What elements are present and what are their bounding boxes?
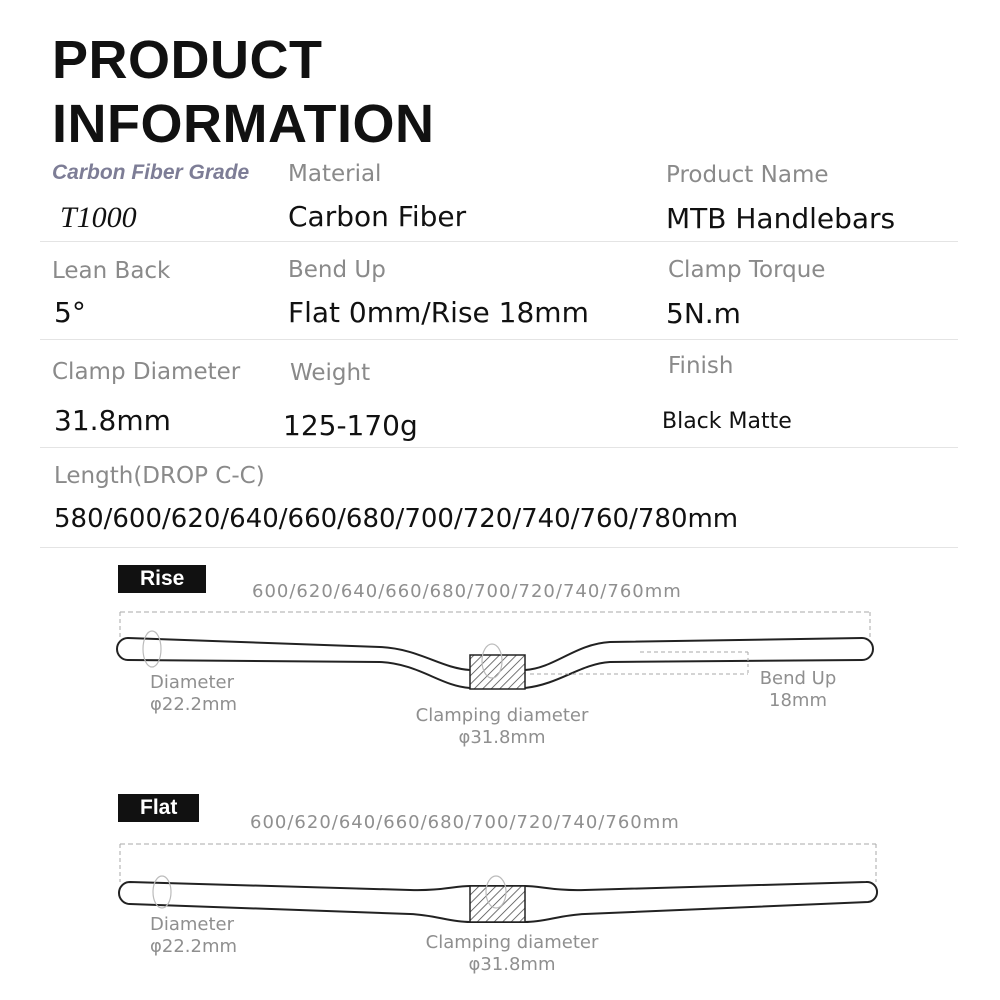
bend-up-value: Flat 0mm/Rise 18mm bbox=[288, 296, 589, 329]
rise-bend-label: Bend Up bbox=[759, 668, 837, 689]
rise-clamp-note bbox=[404, 705, 600, 749]
flat-clamp-value: φ31.8mm bbox=[468, 954, 556, 975]
weight-label: Weight bbox=[290, 360, 371, 386]
product-name-label: Product Name bbox=[666, 162, 829, 188]
rise-clamp-value: φ31.8mm bbox=[458, 727, 546, 748]
flat-diameter-note bbox=[150, 914, 237, 958]
flat-clamp-label: Clamping diameter bbox=[425, 932, 599, 953]
title-line-1: PRODUCT bbox=[52, 30, 323, 90]
rise-bend-value: 18mm bbox=[769, 690, 827, 711]
rise-bend-note bbox=[752, 668, 844, 712]
grade-label: Carbon Fiber Grade bbox=[52, 161, 250, 184]
clamp-torque-label: Clamp Torque bbox=[668, 257, 826, 283]
weight-value: 125-170g bbox=[283, 409, 418, 442]
flat-tag: Flat bbox=[118, 794, 199, 822]
product-name-value: MTB Handlebars bbox=[666, 202, 896, 235]
flat-length-range: 600/620/640/660/680/700/720/740/760mm bbox=[250, 812, 680, 833]
row-divider bbox=[40, 339, 958, 340]
material-label: Material bbox=[288, 161, 382, 187]
row-divider bbox=[40, 241, 958, 242]
clamp-torque-value: 5N.m bbox=[666, 297, 741, 330]
rise-diameter-value: φ22.2mm bbox=[150, 694, 238, 715]
flat-clamp-note bbox=[414, 932, 610, 976]
length-value: 580/600/620/640/660/680/700/720/740/760/780mm bbox=[54, 504, 739, 534]
rise-length-range: 600/620/640/660/680/700/720/740/760mm bbox=[252, 581, 682, 602]
row-divider bbox=[40, 547, 958, 548]
finish-label: Finish bbox=[668, 353, 734, 379]
material-value: Carbon Fiber bbox=[288, 200, 467, 233]
title-line-2: INFORMATION bbox=[52, 94, 435, 154]
rise-clamp-label: Clamping diameter bbox=[415, 705, 589, 726]
rise-diameter-label: Diameter bbox=[150, 672, 235, 693]
lean-back-label: Lean Back bbox=[52, 258, 171, 284]
clamp-diameter-value: 31.8mm bbox=[54, 404, 171, 437]
clamp-diameter-label: Clamp Diameter bbox=[52, 359, 241, 385]
flat-diameter-label: Diameter bbox=[150, 914, 235, 935]
page-title bbox=[52, 28, 434, 156]
row-divider bbox=[40, 447, 958, 448]
finish-value: Black Matte bbox=[662, 409, 792, 434]
flat-diameter-value: φ22.2mm bbox=[150, 936, 238, 957]
grade-value: T1000 bbox=[60, 201, 137, 234]
bend-up-label: Bend Up bbox=[288, 257, 386, 283]
rise-tag: Rise bbox=[118, 565, 206, 593]
length-label: Length(DROP C-C) bbox=[54, 463, 265, 489]
rise-diameter-note bbox=[150, 672, 237, 716]
lean-back-value: 5° bbox=[54, 296, 86, 329]
